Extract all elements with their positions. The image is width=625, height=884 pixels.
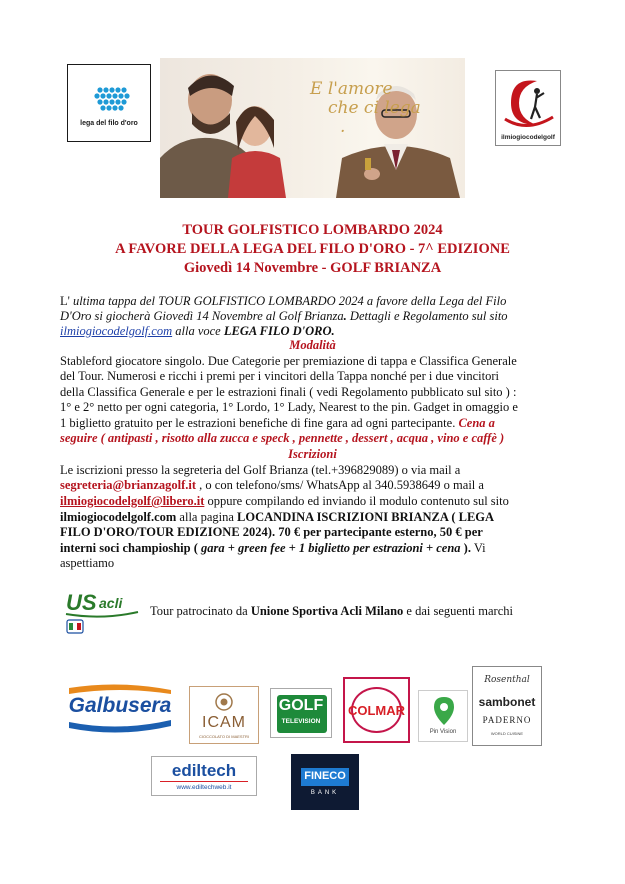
modalita-line-1: Stableford giocatore singolo. Due Categorie per premiazione di tappa e Classifica Generale xyxy=(60,354,517,368)
ediltech-url: www.ediltechweb.it xyxy=(176,784,232,791)
pin-icon xyxy=(420,693,468,729)
intro-l3-b: LEGA FILO D'ORO. xyxy=(223,324,335,338)
ilmio-logo-text: ilmiogiocodelgolf xyxy=(501,134,555,141)
iscrizioni-l4-c: LOCANDINA ISCRIZIONI BRIANZA ( LEGA xyxy=(237,510,495,524)
iscrizioni-heading: Iscrizioni xyxy=(288,447,337,461)
email-segreteria[interactable]: segreteria@brianzagolf.it xyxy=(60,478,197,492)
iscrizioni-l4-b: alla pagina xyxy=(176,510,238,524)
ediltech-logo xyxy=(151,756,257,796)
svg-text:US: US xyxy=(66,590,97,615)
iscrizioni-line-7: aspettiamo xyxy=(60,556,115,570)
lega-logo-text: lega del filo d'oro xyxy=(80,120,138,127)
lega-filo-doro-logo xyxy=(67,64,151,142)
iscrizioni-l6-d: Vi xyxy=(470,541,486,555)
golf-tv-text: GOLF xyxy=(278,697,324,714)
intro-l1-c: tappa del TOUR GOLFISTICO LOMBARDO 2024 a favore della Lega del Filo xyxy=(104,294,507,308)
iscrizioni-l6-c: ). xyxy=(460,541,471,555)
modalita-line-4: 1° e 2° netto per ogni categoria, 1° Lordo, 1° Lady, Nearest to the pin. Gadget in omaggio e xyxy=(60,400,518,414)
intro-line-1 xyxy=(60,294,570,309)
title-line-3: Giovedì 14 Novembre - GOLF BRIANZA xyxy=(183,260,442,276)
iscrizioni-line-6 xyxy=(60,541,570,556)
colmar-logo xyxy=(343,677,410,743)
ilmiogiocodelgolf-logo xyxy=(495,70,561,146)
icam-emblem-icon xyxy=(190,689,258,715)
patrocinio-line xyxy=(150,604,570,619)
modalita-line-3: della Classifica Generale e per le estrazioni finali ( vedi Regolamento pubblicato sul sito ) : xyxy=(60,385,517,399)
iscrizioni-l6-a: interni soci champioship ( xyxy=(60,541,201,555)
usacli-logo-icon xyxy=(62,586,142,636)
modalita-line-2: del Tour. Numerosi e ricchi i premi per i vincitori della Tappa nonché per i due vincitori xyxy=(60,369,499,383)
dots-logo-icon xyxy=(92,85,132,115)
banner-photo xyxy=(160,58,465,198)
modalita-heading: Modalità xyxy=(289,338,336,352)
iscrizioni-line-5: FILO D'ORO/TOUR EDIZIONE 2024). 70 € per partecipante esterno, 50 € per xyxy=(60,525,483,539)
fineco-sub: BANK xyxy=(310,790,340,796)
intro-l2-c: Dettagli e Regolamento sul sito xyxy=(346,309,508,323)
iscrizioni-l6-b: gara + green fee + 1 biglietto per estrazioni + cena xyxy=(201,541,461,555)
iscrizioni-l2-rest: , o con telefono/sms/ WhatsApp al 340.5938649 o mail a xyxy=(196,478,484,492)
sambonet-logo xyxy=(472,666,542,746)
patrocinio-org: Unione Sportiva Acli Milano xyxy=(250,604,404,618)
patrocinio-suffix: e dai seguenti marchi xyxy=(403,604,513,618)
modalita-line-6: seguire ( antipasti , risotto alla zucca e speck , pennette , dessert , acqua , vino e caffè ) xyxy=(60,431,505,445)
title-line-2: A FAVORE DELLA LEGA DEL FILO D'ORO - 7^ EDIZIONE xyxy=(115,241,510,257)
iscrizioni-line-4 xyxy=(60,510,570,525)
banner-script-text xyxy=(310,80,421,137)
pinvision-text: Pin Vision xyxy=(429,729,457,735)
intro-l3-a: alla voce xyxy=(172,324,224,338)
intro-l2-a: D'Oro si giocherà Giovedì 14 Novembre al Golf Brianza xyxy=(60,309,344,323)
galbusera-logo xyxy=(63,678,177,740)
pinvision-logo xyxy=(418,690,468,742)
golf-tv-sub: TELEVISION xyxy=(281,718,321,725)
iscrizioni-line-1: Le iscrizioni presso la segreteria del Golf Brianza (tel.+396829089) o via mail a xyxy=(60,463,461,477)
iscrizioni-l4-a: ilmiogiocodelgolf.com xyxy=(60,510,177,524)
svg-text:acli: acli xyxy=(99,595,123,611)
paderno-text: PADERNO xyxy=(482,715,532,725)
script-line-2: che ci lega xyxy=(328,98,421,118)
iscrizioni-line-2 xyxy=(60,478,570,493)
modalita-line-5 xyxy=(60,416,570,431)
modalita-l5-b: Cena a xyxy=(458,416,495,430)
usacli-logo xyxy=(62,586,142,636)
sambonet-text: sambonet xyxy=(478,695,536,709)
intro-l1-b: ultima xyxy=(73,294,105,308)
colmar-text: COLMAR xyxy=(347,703,406,718)
iscrizioni-l3-rest: oppure compilando ed inviando il modulo contenuto sul sito xyxy=(204,494,509,508)
sambonet-sub: WORLD CUISINE xyxy=(490,731,524,736)
email-ilmio[interactable]: ilmiogiocodelgolf@libero.it xyxy=(60,494,205,508)
modalita-l5-a: 1 biglietto gratuito per le estrazioni benefiche di fine gara ad ogni partecipante. xyxy=(60,416,459,430)
fineco-logo xyxy=(291,754,359,810)
script-line-3: . xyxy=(340,117,346,137)
icam-sub: CIOCCOLATO DI MAESTRI xyxy=(198,734,250,739)
fineco-text: FINECO xyxy=(304,770,346,782)
iscrizioni-line-3 xyxy=(60,494,570,509)
intro-l2-b: . xyxy=(343,309,347,323)
sambonet-script: Rosenthal xyxy=(484,675,530,685)
ediltech-text: ediltech xyxy=(171,761,237,780)
galbusera-text: Galbusera xyxy=(68,694,172,717)
icam-logo xyxy=(189,686,259,744)
script-line-1: E l'amore xyxy=(310,79,393,99)
site-link[interactable]: ilmiogiocodelgolf.com xyxy=(60,324,173,338)
intro-line-2 xyxy=(60,309,570,324)
intro-l1-a: L' xyxy=(60,294,74,308)
icam-text: ICAM xyxy=(202,714,246,731)
title-line-1: TOUR GOLFISTICO LOMBARDO 2024 xyxy=(182,222,443,238)
golfer-swoosh-icon xyxy=(497,73,561,133)
golf-tv-logo xyxy=(270,688,332,738)
patrocinio-prefix: Tour patrocinato da xyxy=(150,604,251,618)
